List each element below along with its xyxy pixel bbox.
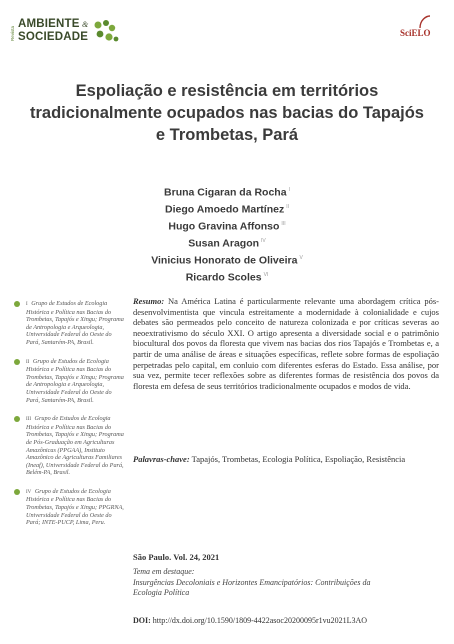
abstract — [133, 296, 439, 391]
abstract-label: Resumo: — [133, 296, 165, 306]
bullet-dot-icon — [14, 489, 20, 495]
scielo-logo — [400, 14, 436, 40]
affiliation-item: IV Grupo de Estudos de Ecologia Histórica e Política nas Bacias do Trombetas, Tapajós e Xingu; PPGRNA, Universidade Federal do Oeste do Pará; INTE-PUCP, Lima, Peru. — [14, 488, 124, 527]
logo-ambiente: AMBIENTE — [18, 18, 80, 30]
author-list — [0, 183, 454, 286]
affiliation-item: II Grupo de Estudos de Ecologia Histórica e Política nas Bacias do Trombetas, Tapajós e Xingu; Programa de Antropologia e Arqueologia, Universidade Federal do Oeste do Pará, Santarém-PA, Brasil. — [14, 358, 124, 405]
doi-link[interactable]: http://dx.doi.org/10.1590/1809-4422asoc20200095r1vu2021L3AO — [150, 616, 368, 625]
theme-text: Insurgências Decoloniais e Horizontes Emancipatórios: Contribuições da Ecologia Política — [133, 578, 371, 597]
journal-logo — [10, 14, 120, 54]
author-item: Hugo Gravina Affonso $^{III}$ — [168, 220, 286, 233]
publication-place: São Paulo. Vol. 24, 2021 — [133, 552, 220, 562]
author-item: Susan Aragon $^{IV}$ — [188, 237, 266, 250]
author-item: Vinicius Honorato de Oliveira $^V$ — [151, 254, 303, 267]
leaf-cluster-icon — [90, 17, 120, 47]
affiliation-item: I Grupo de Estudos de Ecologia Histórica e Política nas Bacias do Trombetas, Tapajós e Xingu; Programa de Antropologia e Arqueologia, Universidade Federal do Oeste do Pará, Santarém-PA, Brasil. — [14, 300, 124, 347]
logo-sociedade: SOCIEDADE — [18, 31, 89, 43]
keywords — [133, 454, 439, 465]
theme-label: Tema em destaque: — [133, 567, 195, 576]
abstract-text: Na América Latina é particularmente relevante uma abordagem crítica pós-desenvolvimentista que vincula estreitamente a modernidade à colonialidade e cujos debates são permeados pelo conceito de natureza colonizada e por críticas severas ao neoextrativismo do século XXI. O artigo apresenta a diversidade social e o patrimônio biocultural dos povos da floresta que vivem nas bacias dos rios Tapajós e Trombetas e, a partir de uma análise de áreas e situações específicas, reflete sobre formas de espoliação perpetradas pelo capital, em conluio com diferentes esferas do Estado. Essa análise, por sua vez, permite tecer reflexões sobre as diferentes formas de resistência dos povos da floresta em defesa de seus territórios tradicionalmente ocupados e modos de vida. — [133, 296, 439, 391]
logo-revista-label: Revista — [10, 25, 15, 41]
affiliation-item: III Grupo de Estudos de Ecologia Histórica e Política nas Bacias do Trombetas, Tapajós e Xingu; Programa de Pós-Graduação em Agriculturas Amazônicas (PPGAA), Instituto Amazônico de Agriculturas Familiares (Ineaf), Universidade Federal do Pará, Belém-PA, Brasil. — [14, 415, 124, 477]
doi-label: DOI: — [133, 616, 151, 625]
scielo-wordmark: SciELO — [400, 28, 431, 38]
affiliations-sidebar — [14, 300, 124, 538]
bullet-dot-icon — [14, 416, 20, 422]
keywords-text: Tapajós, Trombetas, Ecologia Política, Espoliação, Resistência — [189, 454, 406, 464]
logo-ampersand: & — [82, 20, 89, 29]
author-item: Bruna Cigaran da Rocha $^I$ — [164, 186, 290, 199]
keywords-label: Palavras-chave: — [133, 454, 190, 464]
bullet-dot-icon — [14, 301, 20, 307]
doi — [133, 616, 367, 625]
author-item: Ricardo Scoles $^{VI}$ — [185, 271, 269, 284]
bullet-dot-icon — [14, 359, 20, 365]
article-title: Espoliação e resistência em territórios tradicionalmente ocupados nas bacias do Tapajós e Trombetas, Pará — [30, 82, 424, 144]
author-item: Diego Amoedo Martínez $^{II}$ — [165, 203, 289, 216]
